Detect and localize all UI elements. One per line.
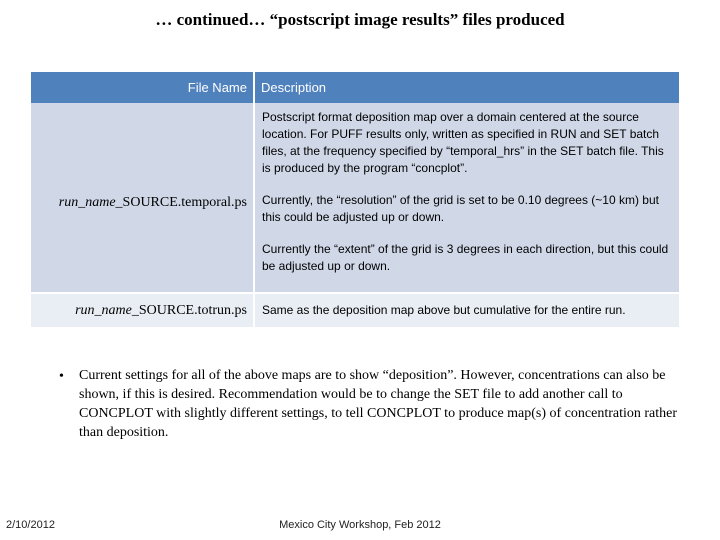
table-header-row — [31, 72, 679, 103]
slide-title: … continued… “postscript image results” files produced — [155, 10, 565, 29]
description-paragraph: Currently, the “resolution” of the grid is set to be 0.10 degrees (~10 km) but this could be adjusted up or down. — [262, 193, 659, 224]
files-table — [31, 72, 679, 327]
file-name-suffix: _SOURCE.totrun.ps — [131, 302, 247, 318]
file-name-cell — [31, 293, 254, 327]
bullet-item — [59, 366, 685, 442]
description-cell — [254, 293, 679, 327]
footer-date: 2/10/2012 — [6, 519, 55, 531]
description-paragraph: Postscript format deposition map over a domain centered at the source location. For PUFF results only, written as specified in RUN and SET batch files, at the frequency specified by “temporal_hrs” in the SET batch file. This is produced by the program “concplot”. — [262, 110, 664, 175]
header-file-name: File Name — [31, 72, 254, 103]
file-name-prefix: run_name — [58, 194, 116, 210]
bullet-text: Current settings for all of the above maps are to show “deposition”. However, concentrations can also be shown, if this is desired. Recommendation would be to change the SET file to add another call to CONCPLOT with slightly different settings, to tell CONCPLOT to produce map(s) of concentration rather than deposition. — [79, 368, 678, 440]
table-row — [31, 293, 679, 327]
bullet-icon: • — [59, 369, 64, 384]
file-name-suffix: _SOURCE.temporal.ps — [115, 194, 247, 210]
description-cell — [254, 103, 679, 293]
table-row — [31, 103, 679, 293]
footer-title: Mexico City Workshop, Feb 2012 — [279, 519, 441, 531]
file-name-cell — [31, 103, 254, 293]
description-paragraph: Same as the deposition map above but cumulative for the entire run. — [262, 303, 626, 317]
header-description: Description — [254, 72, 679, 103]
description-paragraph: Currently the “extent” of the grid is 3 degrees in each direction, but this could be adjusted up or down. — [262, 242, 669, 273]
file-name-prefix: run_name — [75, 302, 132, 318]
